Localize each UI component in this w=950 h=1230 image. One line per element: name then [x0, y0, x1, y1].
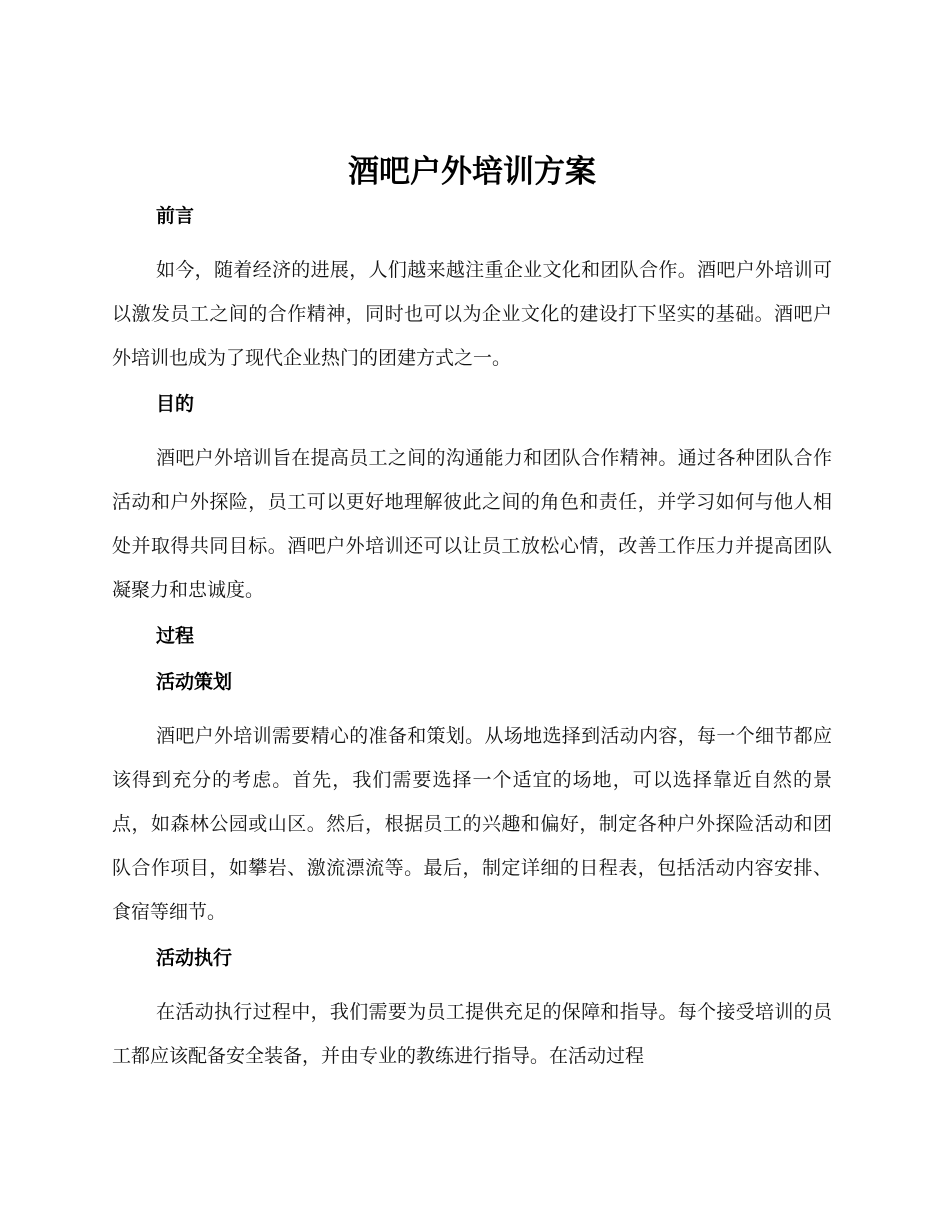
- section-process: [112, 622, 832, 650]
- section-activity-execution: [112, 944, 832, 1078]
- section-activity-planning: [112, 668, 832, 934]
- document-page: [112, 150, 832, 1088]
- section-heading-process: 过程: [156, 625, 195, 647]
- section-preface: [112, 202, 832, 380]
- section-paragraph-activity-planning: 酒吧户外培训需要精心的准备和策划。从场地选择到活动内容，每一个细节都应该得到充分的考虑。首先，我们需要选择一个适宜的场地，可以选择靠近自然的景点，如森林公园或山区。然后，根据员工的兴趣和偏好，制定各种户外探险活动和团队合作项目，如攀岩、激流漂流等。最后，制定详细的日程表，包括活动内容安排、食宿等细节。: [112, 725, 832, 923]
- document-title: 酒吧户外培训方案: [348, 154, 596, 190]
- section-heading-preface: 前言: [156, 205, 195, 227]
- section-purpose: [112, 390, 832, 612]
- section-paragraph-preface: 如今，随着经济的进展，人们越来越注重企业文化和团队合作。酒吧户外培训可以激发员工之间的合作精神，同时也可以为企业文化的建设打下坚实的基础。酒吧户外培训也成为了现代企业热门的团建方式之一。: [112, 259, 832, 369]
- section-heading-purpose: 目的: [156, 393, 195, 415]
- section-paragraph-activity-execution: 在活动执行过程中，我们需要为员工提供充足的保障和指导。每个接受培训的员工都应该配备安全装备，并由专业的教练进行指导。在活动过程: [112, 1001, 832, 1067]
- section-heading-activity-execution: 活动执行: [156, 947, 233, 969]
- section-paragraph-purpose: 酒吧户外培训旨在提高员工之间的沟通能力和团队合作精神。通过各种团队合作活动和户外探险，员工可以更好地理解彼此之间的角色和责任，并学习如何与他人相处并取得共同目标。酒吧户外培训还可以让员工放松心情，改善工作压力并提高团队凝聚力和忠诚度。: [112, 447, 832, 601]
- section-heading-activity-planning: 活动策划: [156, 671, 233, 693]
